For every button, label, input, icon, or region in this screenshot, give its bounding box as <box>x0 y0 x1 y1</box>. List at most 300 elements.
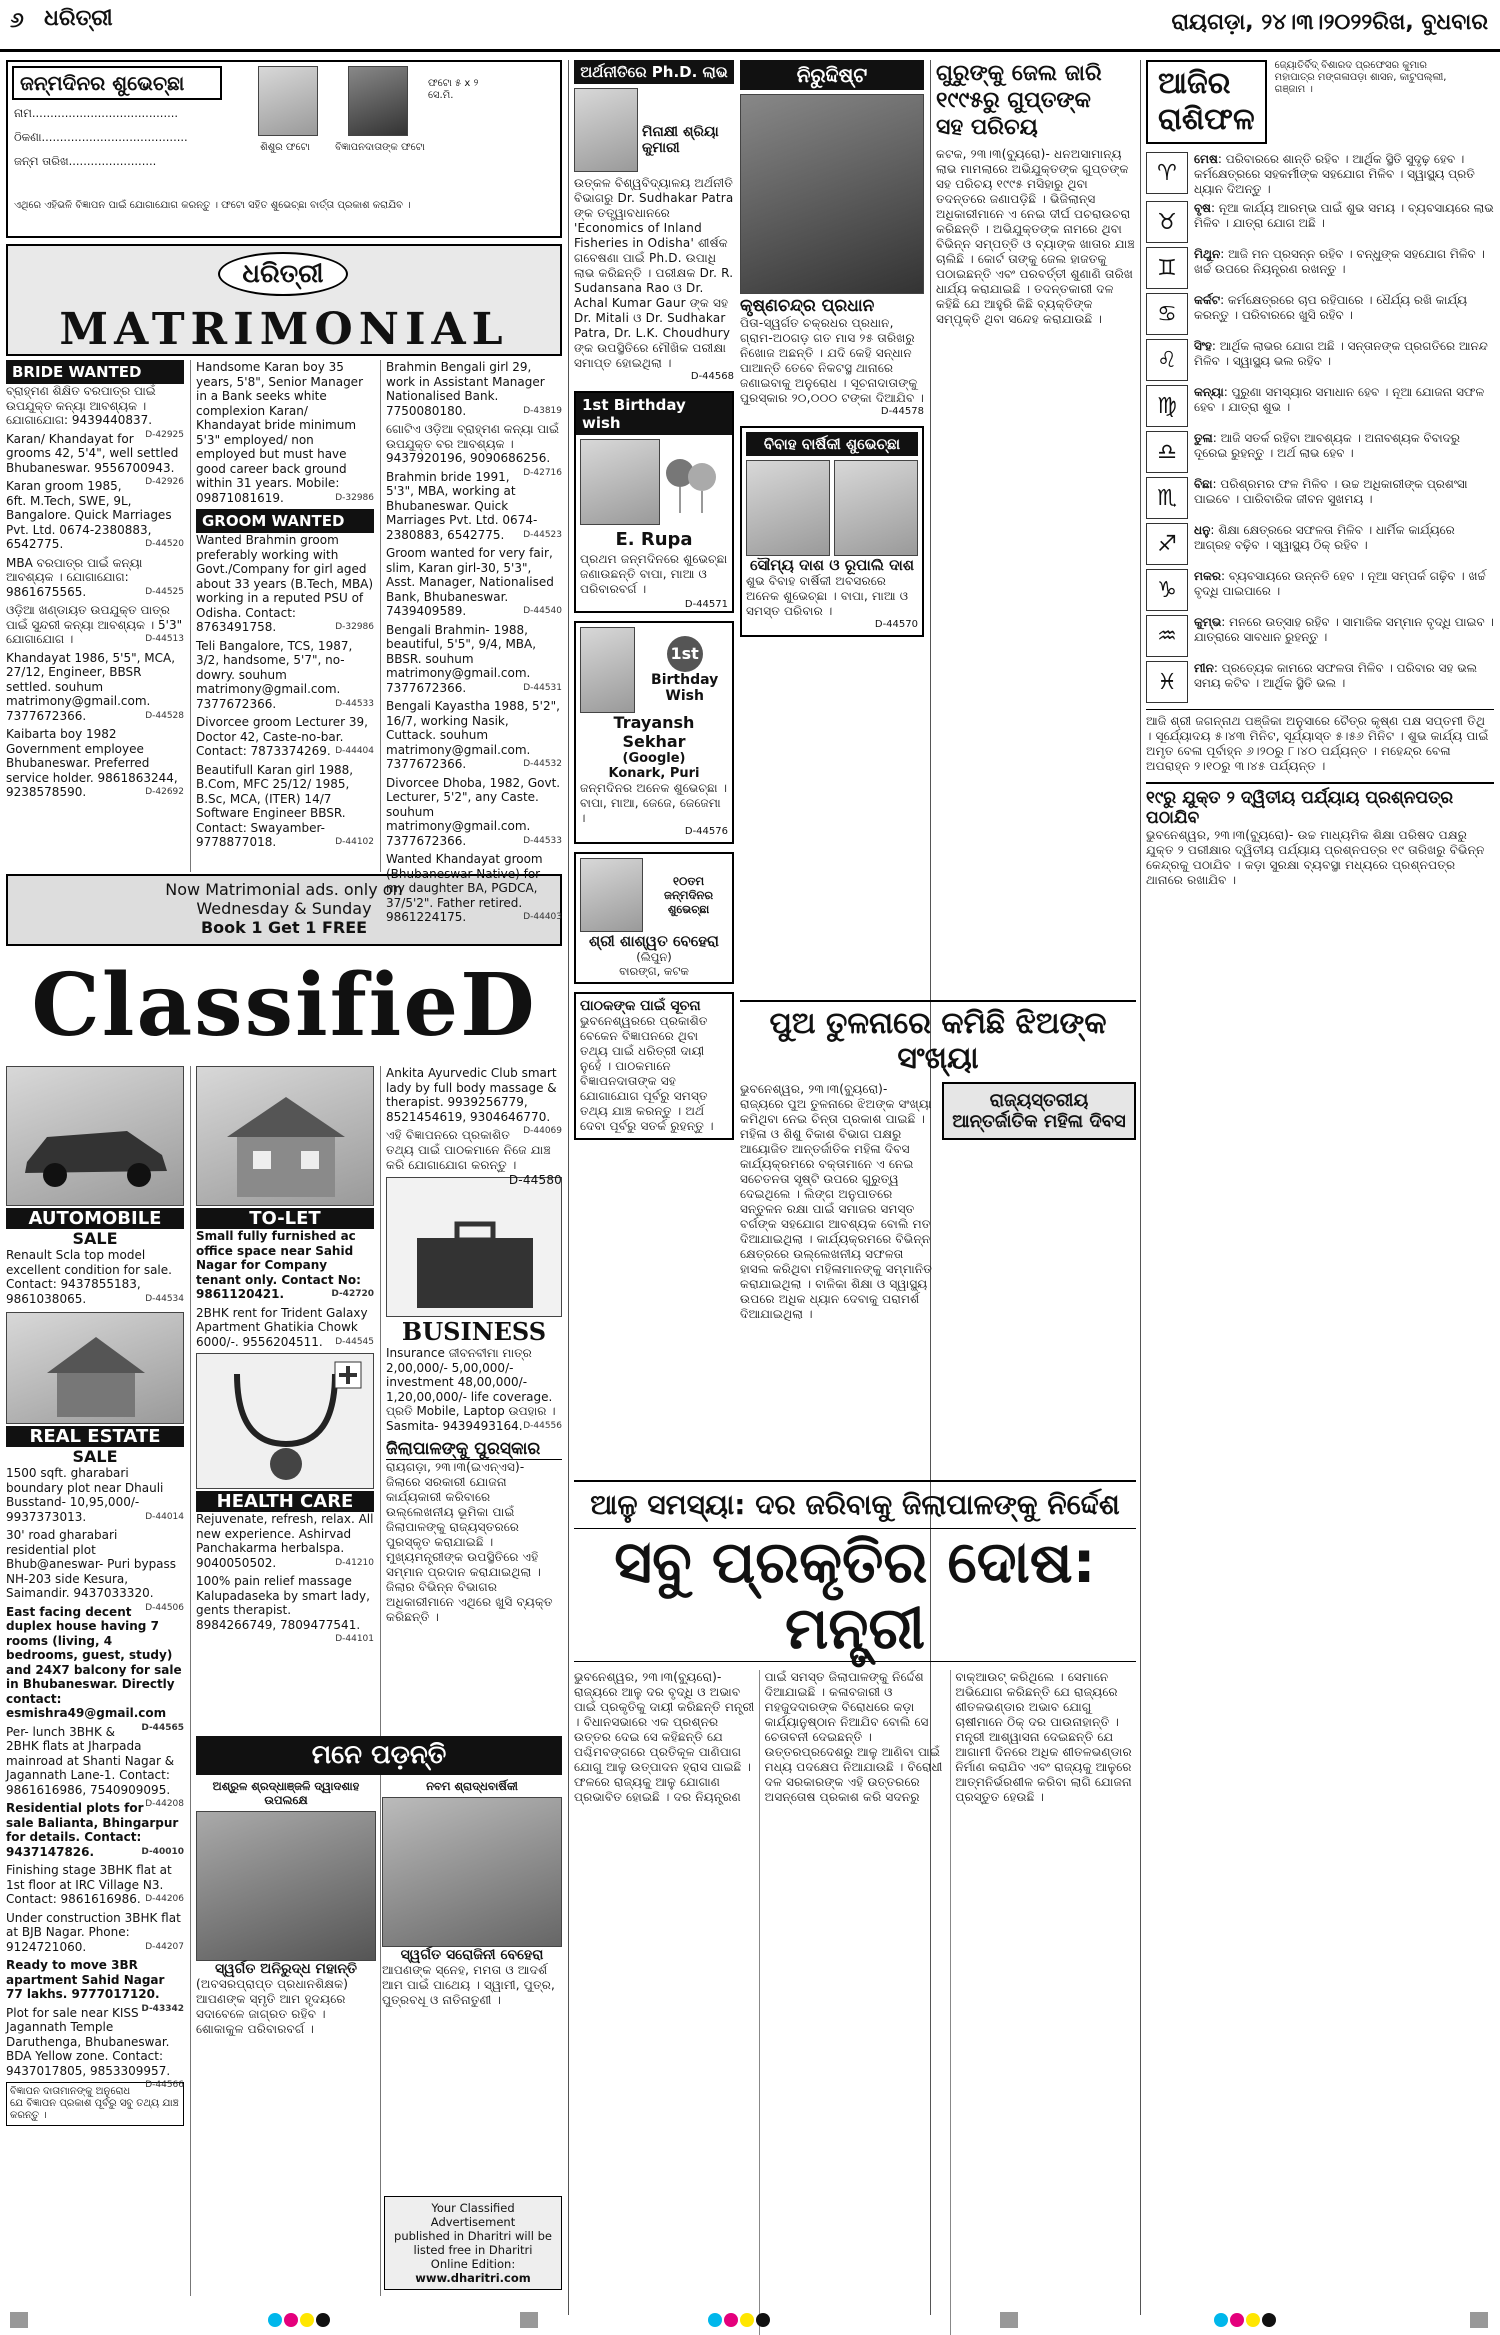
classified-ad <box>196 763 374 850</box>
healthcare-image <box>196 1353 374 1489</box>
classified-ad <box>6 1958 184 2014</box>
ad-code: D-44506 <box>145 1602 184 1613</box>
rashi-text: ଆଜି ମନ ପ୍ରସନ୍ନ ରହିବ । ବନ୍ଧୁଙ୍କ ସହଯୋଗ ମିଳିବ । ଖର୍ଚ୍ଚ ଉପରେ ନିୟନ୍ତ୍ରଣ ରଖନ୍ତୁ । <box>1194 247 1485 276</box>
rashi-text: ନୂଆ କାର୍ଯ୍ୟ ଆରମ୍ଭ ପାଇଁ ଶୁଭ ସମୟ । ବ୍ୟବସାୟରେ ଲାଭ ମିଳିବ । ଯାତ୍ରା ଯୋଗ ଅଛି । <box>1194 201 1494 230</box>
realestate-image <box>6 1312 184 1424</box>
color-dots <box>268 2312 332 2331</box>
automobile-sale-label: SALE <box>72 1229 118 1248</box>
registration-mark <box>1470 2312 1488 2328</box>
rashi-entry: ♑ ମକର: ବ୍ୟବସାୟରେ ଉନ୍ନତି ହେବ । ନୂଆ ସମ୍ପର୍କ ଗଢ଼ିବ । ଖର୍ଚ୍ଚ ବୃଦ୍ଧି ପାଇପାରେ । <box>1146 569 1494 611</box>
birthday-wish-2 <box>574 621 734 844</box>
ad-text: Small fully furnished ac office space near Sahid Nagar for Company tenant only. Contact No: 9861120421. <box>196 1229 361 1301</box>
ad-code: D-42692 <box>145 787 184 797</box>
ad-text: Divorcee Dhoba, 1982, Govt. Lecturer, 5'2", any Caste. souhum matrimony@gmail.com. 7377672366. <box>386 775 561 848</box>
missing-name: କୃଷ୍ଣଚନ୍ଦ୍ର ପ୍ରଧାନ <box>740 296 875 316</box>
ad-code: D-44208 <box>145 1799 184 1809</box>
zodiac-icon: ♈ <box>1146 152 1188 194</box>
vigilance-headline-3: ସହ ପରିଚୟ <box>936 115 1038 140</box>
matrimonial-col-2 <box>196 360 374 854</box>
memorial-right-name: ସ୍ୱର୍ଗତ ସରୋଜିନୀ ବେହେରା <box>400 1947 544 1963</box>
rashi-name: କର୍କଟ <box>1194 293 1221 307</box>
memorial-left <box>196 1779 376 2037</box>
rashi-text: ପୁରୁଣା ସମସ୍ୟାର ସମାଧାନ ହେବ । ନୂଆ ଯୋଜନା ସଫଳ ହେବ । ଯାତ୍ରା ଶୁଭ । <box>1194 385 1485 414</box>
birthday-title: ଜନ୍ମଦିନର ଶୁଭେଚ୍ଛା <box>12 66 222 100</box>
rashi-entry: ♈ ମେଷ: ପରିବାରରେ ଶାନ୍ତି ରହିବ । ଆର୍ଥିକ ସ୍ଥିତି ସୁଦୃଢ଼ ହେବ । କର୍ମକ୍ଷେତ୍ରରେ ସହକର୍ମୀଙ୍କ ସହଯୋଗ ମିଳିବ । ସ୍ୱାସ୍ଥ୍ୟ ପ୍ରତି ଧ୍ୟାନ ଦିଅନ୍ତୁ । <box>1146 152 1494 197</box>
rashi-text: ଆଜି ସତର୍କ ରହିବା ଆବଶ୍ୟକ । ଅନାବଶ୍ୟକ ବିବାଦରୁ ଦୂରେଇ ରୁହନ୍ତୁ । ଅର୍ଥ ଲାଭ ହେବ । <box>1194 431 1461 460</box>
astrologer-credit: ଜ୍ୟୋତିର୍ବିଦ୍ ବିଶାରଦ ପ୍ରଫେସର କୁମାର ମହାପାତ୍ର ମଙ୍ଗଳାପଡ଼ା ଶାସନ, କାଟୁପଲ୍ଲୀ, ଗଞ୍ଜାମ । <box>1274 60 1447 95</box>
registration-mark <box>1000 2312 1018 2328</box>
birthday-wish-2-place: Konark, Puri <box>608 766 700 781</box>
classified-ad <box>196 533 374 635</box>
lead-kicker: ଆଳୁ ସମସ୍ୟା: ଦର ଜରିବାକୁ ଜିଲାପାଳଙ୍କୁ ନିର୍ଦ୍ଦେଶ <box>574 1480 1136 1522</box>
rashi-name: ବିଛା <box>1194 477 1213 491</box>
women-story <box>740 1000 1136 1322</box>
rashi-text: ଶିକ୍ଷା କ୍ଷେତ୍ରରେ ସଫଳତା ମିଳିବ । ଧାର୍ମିକ କାର୍ଯ୍ୟରେ ଆଗ୍ରହ ବଢ଼ିବ । ସ୍ୱାସ୍ଥ୍ୟ ଠିକ୍ ରହିବ । <box>1194 523 1455 552</box>
center-column <box>740 60 924 637</box>
ad-code: D-44565 <box>141 1722 184 1733</box>
classified-ad <box>196 360 374 505</box>
first-badge: 1st <box>667 636 703 672</box>
page-header <box>0 0 1500 52</box>
district-news-body: ରାୟଗଡ଼ା, ୨୩।୩(ଇଏନ୍ଏସ)- ଜିଲାରେ ସରକାରୀ ଯୋଜନା କାର୍ଯ୍ୟକାରୀ କରିବାରେ ଉଲ୍ଲେଖନୀୟ ଭୂମିକା ପାଇଁ ଜିଲାପାଳଙ୍କୁ ରାଜ୍ୟସ୍ତରରେ ପୁରସ୍କୃତ କରାଯାଇଛି । ମୁଖ୍ୟମନ୍ତ୍ରୀଙ୍କ ଉପସ୍ଥିତିରେ ଏହି ସମ୍ମାନ ପ୍ରଦାନ କରାଯାଇଥିଲା । ଜିଲାର ବିଭିନ୍ନ ବିଭାଗର ଅଧିକାରୀମାନେ ଏଥିରେ ଖୁସି ବ୍ୟକ୍ତ କରିଛନ୍ତି । <box>386 1460 553 1624</box>
classified-ad <box>6 1724 184 1809</box>
ad-code: D-44014 <box>145 1511 184 1522</box>
zodiac-icon: ♏ <box>1146 477 1188 519</box>
memorial-left-text: (ଅବସରପ୍ରାପ୍ତ ପ୍ରଧାନଶିକ୍ଷକ) ଆପଣଙ୍କ ସ୍ମୃତି ଆମ ହୃଦୟରେ ସଦାବେଳେ ଜାଗ୍ରତ ରହିବ । ଶୋକାକୁଳ ପରିବାରବର୍ଗ । <box>196 1977 349 2036</box>
birthday-boy-sub: (ଲିପୁନ) <box>636 950 672 964</box>
vigilance-headline-2: ୧୯୯୫ରୁ ଗୁପ୍ତଙ୍କ <box>936 88 1091 113</box>
ad-code: D-41210 <box>335 1557 374 1568</box>
divider <box>190 360 191 872</box>
offer-line-2: Wednesday & Sunday <box>196 899 372 918</box>
matrimonial-col-3 <box>386 360 562 929</box>
classified-ad <box>196 1306 374 1350</box>
ad-code: D-44206 <box>145 1894 184 1904</box>
ad-code: D-44520 <box>145 539 184 549</box>
anniversary-heading: ବିବାହ ବାର୍ଷିକୀ ଶୁଭେଚ୍ଛା <box>746 432 918 456</box>
briefcase-icon <box>387 1188 563 1328</box>
ad-code: D-44404 <box>335 746 374 756</box>
missing-body: ପିତା-ସ୍ୱର୍ଗତ ଚକ୍ରଧର ପ୍ରଧାନ, ଗ୍ରାମ-ଅଠଗଡ଼ ଗତ ମାସ ୨୫ ତାରିଖରୁ ନିଖୋଜ ଅଛନ୍ତି । ଯଦି କେହି ସନ୍ଧାନ ପାଆନ୍ତି ତେବେ ନିକଟସ୍ଥ ଥାନାରେ ଜଣାଇବାକୁ ଅନୁରୋଧ । ସୂଚନାଦାତାଙ୍କୁ ପୁରସ୍କାର ୨୦,୦୦୦ ଟଙ୍କା ଦିଆଯିବ । <box>740 316 925 405</box>
classified-ad <box>6 1911 184 1955</box>
ad-text: ଓଡ଼ିଆ ଖଣ୍ଡାୟତ ଉପଯୁକ୍ତ ପାତ୍ର ପାଇଁ ସୁନ୍ଦରୀ କନ୍ୟା ଆବଶ୍ୟକ । 5'3" ଯୋଗାଯୋଗ । <box>6 603 183 646</box>
rashi-entry: ♌ ସିଂହ: ଆର୍ଥିକ ଲାଭର ଯୋଗ ଅଛି । ସନ୍ତାନଙ୍କ ପ୍ରଗତିରେ ଆନନ୍ଦ ମିଳିବ । ସ୍ୱାସ୍ଥ୍ୟ ଭଲ ରହିବ । <box>1146 339 1494 381</box>
rashi-entry: ♋ କର୍କଟ: କର୍ମକ୍ଷେତ୍ରରେ ଚାପ ରହିପାରେ । ଧୈର୍ଯ୍ୟ ରଖି କାର୍ଯ୍ୟ କରନ୍ତୁ । ପରିବାରରେ ଖୁସି ରହିବ । <box>1146 293 1494 335</box>
ad-code: D-42716 <box>523 467 562 478</box>
rashi-name: ମକର <box>1194 569 1221 583</box>
birthday-wish-2-heading: Birthday Wish <box>651 672 719 704</box>
ad-text: Rejuvenate, refresh, relax. All new experience. Ashirvad Panchakarma herbalspa. 9040050502. <box>196 1512 374 1570</box>
column-rule <box>568 60 569 2315</box>
birthday-wish-2-name: Trayansh Sekhar <box>613 713 695 751</box>
horoscope-title-2: ରାଶିଫଳ <box>1158 102 1255 137</box>
masthead: ଧରିତ୍ରୀ <box>44 6 113 31</box>
realestate-sale-label: SALE <box>72 1447 118 1466</box>
horoscope-title <box>1146 60 1267 144</box>
ad-code: D-42925 <box>145 429 184 440</box>
husband-photo <box>746 460 830 556</box>
classified-ad <box>386 852 562 925</box>
classified-ad <box>196 639 374 712</box>
form-field-dob: ଜନ୍ମ ତାରିଖ........................ <box>14 154 157 168</box>
birthday-wish-2-body: ଜନ୍ମଦିନର ଅନେକ ଶୁଭେଚ୍ଛା । ବାପା, ମାଆ, ଜେଜେ, ଜେଜେମା । <box>580 781 728 825</box>
ad-code: D-44528 <box>145 710 184 721</box>
zodiac-icon: ♋ <box>1146 293 1188 335</box>
rashi-name: ବୃଷ <box>1194 201 1212 215</box>
offer-line-3: Book 1 Get 1 FREE <box>200 918 368 937</box>
classified-ad <box>196 1512 374 1570</box>
missing-photo <box>740 94 924 294</box>
classified-ad <box>6 1604 184 1733</box>
ad-text: Brahmin Bengali girl 29, work in Assistant Manager Nationalised Bank. 7750080180. <box>386 360 545 418</box>
district-news-heading: ଜିଲାପାଳଙ୍କୁ ପୁରସ୍କାର <box>386 1439 562 1460</box>
rashi-name: ତୁଳା <box>1194 431 1213 445</box>
ad-code: D-42926 <box>145 477 184 487</box>
birthday-boy-place: ବାରଙ୍ଗ, କଟକ <box>619 964 689 978</box>
exam-body: ଭୁବନେଶ୍ୱର, ୨୩।୩(ବ୍ୟୁରୋ)- ଉଚ୍ଚ ମାଧ୍ୟମିକ ଶିକ୍ଷା ପରିଷଦ ପକ୍ଷରୁ ଯୁକ୍ତ ୨ ପରୀକ୍ଷାର ଦ୍ୱିତୀୟ ପର୍ଯ୍ୟାୟ ପ୍ରଶ୍ନପତ୍ର ୧୯ ତାରିଖରୁ ବିଭିନ୍ନ କେନ୍ଦ୍ରକୁ ପଠାଯିବ । କଡ଼ା ସୁରକ୍ଷା ବ୍ୟବସ୍ଥା ମଧ୍ୟରେ ପ୍ରଶ୍ନପତ୍ର ଥାନାରେ ରଖାଯିବ । <box>1146 828 1485 887</box>
zodiac-icon: ♌ <box>1146 339 1188 381</box>
child-photo-caption: ଶିଶୁର ଫଟୋ <box>260 142 310 153</box>
realestate-list <box>6 1466 184 2090</box>
ad-text: MBA ବରପାତ୍ର ପାଇଁ କନ୍ୟା ଆବଶ୍ୟକ । ଯୋଗାଯୋଗ: 9861675565. <box>6 555 143 599</box>
ad-code: D-44101 <box>335 1634 374 1644</box>
rashi-text: ମନରେ ଉତ୍ସାହ ରହିବ । ସାମାଜିକ ସମ୍ମାନ ବୃଦ୍ଧି ପାଇବ । ଯାତ୍ରାରେ ସାବଧାନ ରୁହନ୍ତୁ । <box>1194 615 1494 644</box>
horoscope-column <box>1146 60 1494 888</box>
column-rule <box>1140 60 1141 2315</box>
ad-text: 100% pain relief massage Kalupadaseka by smart lady, gents therapist. 8984266749, 7809477541. <box>196 1574 370 1632</box>
advertiser-photo-caption: ବିଜ୍ଞାପନଦାତାଙ୍କ ଫଟୋ <box>335 142 425 153</box>
classified-ad <box>6 1528 184 1613</box>
online-note-4: Online Edition: <box>430 2257 516 2271</box>
building-icon <box>197 1067 375 1207</box>
rashi-entry: ♉ ବୃଷ: ନୂଆ କାର୍ଯ୍ୟ ଆରମ୍ଭ ପାଇଁ ଶୁଭ ସମୟ । ବ୍ୟବସାୟରେ ଲାଭ ମିଳିବ । ଯାତ୍ରା ଯୋଗ ଅଛି । <box>1146 201 1494 243</box>
automobile-label: AUTOMOBILE <box>6 1208 184 1229</box>
zodiac-icon: ♉ <box>1146 201 1188 243</box>
ad-code: D-32986 <box>335 622 374 632</box>
memorial-right-text: ଆପଣଙ୍କ ସ୍ନେହ, ମମତା ଓ ଆଦର୍ଶ ଆମ ପାଇଁ ପାଥେୟ । ସ୍ୱାମୀ, ପୁତ୍ର, ପୁତ୍ରବଧୂ ଓ ନାତିନାତୁଣୀ । <box>382 1963 556 2007</box>
healthcare-label: HEALTH CARE <box>196 1491 374 1512</box>
tolet-label: TO-LET <box>196 1208 374 1229</box>
classified-ad <box>196 1574 374 1644</box>
ad-text: ବ୍ରାହ୍ମଣ ଶିକ୍ଷିତ ବରପାତ୍ର ପାଇଁ ଉପଯୁକ୍ତ କନ୍ୟା ଆବଶ୍ୟକ । ଯୋଗାଯୋଗ: 9439440837. <box>6 384 156 427</box>
classified-ad <box>196 715 374 759</box>
rashi-entry: ♍ କନ୍ୟା: ପୁରୁଣା ସମସ୍ୟାର ସମାଧାନ ହେବ । ନୂଆ ଯୋଜନା ସଫଳ ହେବ । ଯାତ୍ରା ଶୁଭ । <box>1146 385 1494 427</box>
tolet-image <box>196 1066 374 1206</box>
ad-text: 1500 sqft. gharabari boundary plot near Dhauli Busstand- 10,95,000/- 9937373013. <box>6 1466 164 1524</box>
phd-name: ମିନାକ୍ଷୀ ଶ୍ରିୟା କୁମାରୀ <box>642 124 719 156</box>
rashi-name: ଧନୁ <box>1194 523 1211 537</box>
classified-banner: ClassifieD <box>31 955 537 1056</box>
child-photo <box>258 66 318 136</box>
reader-column <box>574 992 734 1140</box>
healthcare-list <box>196 1512 374 1644</box>
ad-text: Karan groom 1985, 6ft. M.Tech, SWE, 9L, Bangalore. Quick Marriages Pvt. Ltd. 0674-2380883, 6542775. <box>6 479 172 551</box>
wife-photo <box>834 460 918 556</box>
ad-text: Ready to move 3BR apartment Sahid Nagar 77 lakhs. 9777017120. <box>6 1958 165 2001</box>
anniversary-code: D-44570 <box>874 619 918 630</box>
rashi-entry: ♓ ମୀନ: ପ୍ରତ୍ୟେକ କାମରେ ସଫଳତା ମିଳିବ । ପରିବାର ସହ ଭଲ ସମୟ କଟିବ । ଆର୍ଥିକ ସ୍ଥିତି ଭଲ । <box>1146 661 1494 703</box>
zodiac-icon: ♍ <box>1146 385 1188 427</box>
birthday-wish-1 <box>574 391 734 613</box>
automobile-image <box>6 1066 184 1206</box>
memorial-right-photo <box>382 1797 562 1947</box>
ad-text: ଗୋଟିଏ ଓଡ଼ିଆ ବ୍ରାହ୍ମଣ କନ୍ୟା ପାଇଁ ଉପଯୁକ୍ତ ବର ଆବଶ୍ୟକ । 9437920196, 9090686256. <box>386 422 559 465</box>
online-note-2: published in Dharitri will be <box>394 2229 552 2243</box>
rashi-entry: ♎ ତୁଳା: ଆଜି ସତର୍କ ରହିବା ଆବଶ୍ୟକ । ଅନାବଶ୍ୟକ ବିବାଦରୁ ଦୂରେଇ ରୁହନ୍ତୁ । ଅର୍ଥ ଲାଭ ହେବ । <box>1146 431 1494 473</box>
realestate-label: REAL ESTATE <box>6 1426 184 1447</box>
ad-text: 30' road gharabari residential plot Bhub@aneswar- Puri bypass NH-203 side Kesura, Saimandir. 9437033320. <box>6 1528 177 1600</box>
birthday-note: ଏଥିରେ ଏହିଭଳି ବିଜ୍ଞାପନ ପାଇଁ ଯୋଗାଯୋଗ କରନ୍ତୁ । ଫଟୋ ସହିତ ଶୁଭେଚ୍ଛା ବାର୍ତ୍ତା ପ୍ରକାଶ କରାଯିବ । <box>14 200 411 211</box>
rashi-name: କନ୍ୟା <box>1194 385 1224 399</box>
ad-text: Divorcee groom Lecturer 39, Doctor 42, Caste-no-bar. Contact: 7873374269. <box>196 715 368 758</box>
groom-wanted-heading: GROOM WANTED <box>196 509 374 533</box>
notices-column <box>574 60 734 1140</box>
rashi-entry: ♐ ଧନୁ: ଶିକ୍ଷା କ୍ଷେତ୍ରରେ ସଫଳତା ମିଳିବ । ଧାର୍ମିକ କାର୍ଯ୍ୟରେ ଆଗ୍ରହ ବଢ଼ିବ । ସ୍ୱାସ୍ଥ୍ୟ ଠିକ୍ ରହିବ । <box>1146 523 1494 565</box>
ad-code: D-44207 <box>145 1941 184 1952</box>
women-headline: ପୁଅ ତୁଳନାରେ କମିଛି ଝିଅଙ୍କ ସଂଖ୍ୟା <box>740 1000 1136 1076</box>
birthday-wish-2-sub: (Google) <box>622 751 686 766</box>
ad-text: Teli Bangalore, TCS, 1987, 3/2, handsome, 5'7", no-dowry. souhum matrimony@gmail.com. 7377672366. <box>196 638 353 711</box>
size-note: ଫଟୋ ୫ x ୨ ସେ.ମି. <box>428 78 479 101</box>
women-body: ଭୁବନେଶ୍ୱର, ୨୩।୩(ବ୍ୟୁରୋ)- ରାଜ୍ୟରେ ପୁଅ ତୁଳନାରେ ଝିଅଙ୍କ ସଂଖ୍ୟା କମିଥିବା ନେଇ ଚିନ୍ତା ପ୍ରକାଶ ପାଇଛି । ମହିଳା ଓ ଶିଶୁ ବିକାଶ ବିଭାଗ ପକ୍ଷରୁ ଆୟୋଜିତ ଆନ୍ତର୍ଜାତିକ ମହିଳା ଦିବସ କାର୍ଯ୍ୟକ୍ରମରେ ବକ୍ତାମାନେ ଏ ନେଇ ସଚେତନତା ସୃଷ୍ଟି ଉପରେ ଗୁରୁତ୍ୱ ଦେଇଥିଲେ । ଲିଙ୍ଗ ଅନୁପାତରେ ସନ୍ତୁଳନ ରକ୍ଷା ପାଇଁ ସମାଜର ସମସ୍ତ ବର୍ଗଙ୍କ ସହଯୋଗ ଆବଶ୍ୟକ ବୋଲି ମତ ଦିଆଯାଇଥିଲା । କାର୍ଯ୍ୟକ୍ରମରେ ବିଭିନ୍ନ କ୍ଷେତ୍ରରେ ଉଲ୍ଲେଖନୀୟ ସଫଳତା ହାସଲ କରିଥିବା ମହିଳାମାନଙ୍କୁ ସମ୍ମାନିତ କରାଯାଇଥିଲା । ବାଳିକା ଶିକ୍ଷା ଓ ସ୍ୱାସ୍ଥ୍ୟ ଉପରେ ଅଧିକ ଧ୍ୟାନ ଦେବାକୁ ପରାମର୍ଶ ଦିଆଯାଇଥିଲା । <box>740 1082 932 1321</box>
ad-text: Brahmin bride 1991, 5'3", MBA, working at Bhubaneswar. Quick Marriages Pvt. Ltd. 0674-2380883, 6542775. <box>386 469 538 542</box>
online-note-box <box>384 2196 562 2290</box>
car-icon <box>7 1067 185 1207</box>
lead-headline: ସବୁ ପ୍ରକୃତିର ଦୋଷ: ମନ୍ତ୍ରୀ <box>574 1528 1136 1662</box>
page-number: ୬ <box>10 8 24 33</box>
rashi-text: କର୍ମକ୍ଷେତ୍ରରେ ଚାପ ରହିପାରେ । ଧୈର୍ଯ୍ୟ ରଖି କାର୍ଯ୍ୟ କରନ୍ତୁ । ପରିବାରରେ ଖୁସି ରହିବ । <box>1194 293 1467 322</box>
birthday-boy <box>574 852 734 984</box>
ad-code: D-44525 <box>145 586 184 597</box>
zodiac-icon: ♎ <box>1146 431 1188 473</box>
classified-ads <box>6 1066 562 2296</box>
classified-ad <box>6 2005 184 2090</box>
balloon-icon <box>660 447 720 517</box>
ad-text: 2BHK rent for Trident Galaxy Apartment Ghatikia Chowk 6000/-. 9556204511. <box>196 1305 368 1349</box>
rashi-entry: ♊ ମିଥୁନ: ଆଜି ମନ ପ୍ରସନ୍ନ ରହିବ । ବନ୍ଧୁଙ୍କ ସହଯୋଗ ମିଳିବ । ଖର୍ଚ୍ଚ ଉପରେ ନିୟନ୍ତ୍ରଣ ରଖନ୍ତୁ । <box>1146 247 1494 289</box>
classified-col-1 <box>6 1066 184 2126</box>
ad-code: D-44566 <box>145 2080 184 2090</box>
classified-ad <box>386 546 562 619</box>
classified-ad <box>386 699 562 772</box>
anniversary-body: ଶୁଭ ବିବାହ ବାର୍ଷିକୀ ଅବସରରେ ଅନେକ ଶୁଭେଚ୍ଛା । ବାପା, ମାଆ ଓ ସମସ୍ତ ପରିବାର । <box>746 574 909 618</box>
panchang: ଆଜି ଶ୍ରୀ ଜଗନ୍ନାଥ ପଞ୍ଜିକା ଅନୁସାରେ ଚୈତ୍ର କୃଷ୍ଣ ପକ୍ଷ ସପ୍ତମୀ ତିଥି । ସୂର୍ଯ୍ୟୋଦୟ ୫।୪୩ ମିନିଟ, ସୂର୍ଯ୍ୟାସ୍ତ ୫।୫୬ ମିନିଟ । ଶୁଭ କାର୍ଯ୍ୟ ପାଇଁ ଅମୃତ ବେଳା ପୂର୍ବାହ୍ନ ୬।୨୦ରୁ ୮।୪୦ ପର୍ଯ୍ୟନ୍ତ । ମହେନ୍ଦ୍ର ବେଳା ଅପରାହ୍ନ ୨।୧୦ରୁ ୩।୪୫ ପର୍ଯ୍ୟନ୍ତ । <box>1146 709 1494 774</box>
vigilance-body: କଟକ, ୨୩।୩(ବ୍ୟୁରୋ)- ଧନଅସାମାନ୍ୟ ଲାଭ ମାମଲାରେ ଅଭିଯୁକ୍ତଙ୍କ ଗୁପ୍ତଙ୍କ ସହ ପରିଚୟ ୧୯୯୫ ମସିହାରୁ ଥିବା ତଦନ୍ତରେ ଜଣାପଡ଼ିଛି । ଭିଜିଲାନ୍ସ ଅଧିକାରୀମାନେ ଏ ନେଇ ଦୀର୍ଘ ପଚରାଉଚରା କରିଛନ୍ତି । ଅଭିଯୁକ୍ତଙ୍କ ନାମରେ ଥିବା ବିଭିନ୍ନ ସମ୍ପତ୍ତି ଓ ବ୍ୟାଙ୍କ ଖାତାର ଯାଞ୍ଚ ଚାଲିଛି । କୋର୍ଟ ତାଙ୍କୁ ଜେଲ ହାଜତକୁ ପଠାଇଛନ୍ତି ଏବଂ ପରବର୍ତ୍ତୀ ଶୁଣାଣି ତାରିଖ ଧାର୍ଯ୍ୟ କରାଯାଇଛି । ତଦନ୍ତକାରୀ ଦଳ କହିଛି ଯେ ଆହୁରି କିଛି ବ୍ୟକ୍ତିଙ୍କ ସମ୍ପୃକ୍ତି ଥିବା ସନ୍ଦେହ କରାଯାଉଛି । <box>936 147 1135 326</box>
ad-text: Karan/ Khandayat for grooms 42, 5'4", well settled Bhubaneswar. 9556700943. <box>6 431 179 475</box>
business-label: BUSINESS <box>401 1317 547 1346</box>
ad-text: Per- lunch 3BHK & 2BHK flats at Jharpada mainroad at Shanti Nagar & Jagannath Lane-1. Contact: 9861616986, 7540909095. <box>6 1724 175 1797</box>
business-image <box>386 1177 562 1317</box>
lead-story <box>574 1480 1136 2335</box>
ad-code: D-44533 <box>523 835 562 846</box>
classified-ad <box>386 360 562 418</box>
reader-column-body: ଭୁବନେଶ୍ୱରରେ ପ୍ରକାଶିତ ବେକେନ ବିଜ୍ଞାପନରେ ଥିବା ତଥ୍ୟ ପାଇଁ ଧରିତ୍ରୀ ଦାୟୀ ନୁହେଁ । ପାଠକମାନେ ବିଜ୍ଞାପନଦାତାଙ୍କ ସହ ଯୋଗାଯୋଗ ପୂର୍ବରୁ ସମସ୍ତ ତଥ୍ୟ ଯାଞ୍ଚ କରନ୍ତୁ । ଅର୍ଥ ଦେବା ପୂର୍ବରୁ ସତର୍କ ରୁହନ୍ତୁ । <box>580 1014 714 1133</box>
ad-code: D-42720 <box>331 1289 374 1299</box>
online-note-1: Your Classified Advertisement <box>430 2201 516 2229</box>
business-ad: Insurance ଜୀବନବୀମା ମାତ୍ର 2,00,000/- 5,00,000/- investment 48,00,000/- 1,20,00,000/- life coverage. ପ୍ରତି Mobile, Laptop ଉପହାର । Sasmita- 9439493164. D-44556 <box>386 1346 562 1433</box>
registration-mark <box>520 2312 538 2328</box>
memorial-right-caption: ନବମ ଶ୍ରାଦ୍ଧବାର୍ଷିକୀ <box>426 1779 518 1793</box>
zodiac-icon: ♊ <box>1146 247 1188 289</box>
anniversary <box>740 426 924 637</box>
rashi-name: ମୀନ <box>1194 661 1214 675</box>
vigilance-story <box>936 60 1136 327</box>
ad-code: D-44531 <box>523 682 562 693</box>
classified-ad <box>6 603 184 647</box>
rashi-list <box>1146 152 1494 703</box>
ad-text: Under construction 3BHK flat at BJB Nagar. Phone: 9124721060. <box>6 1910 181 1954</box>
registration-mark <box>10 2312 28 2328</box>
ad-code: D-44533 <box>335 698 374 709</box>
rashi-name: ସିଂହ <box>1194 339 1212 353</box>
rashi-name: ମିଥୁନ <box>1194 247 1221 261</box>
spa-ad: Ankita Ayurvedic Club smart lady by full body massage & therapist. 9939256779, 8521454619, 9304646770. D-44069 <box>386 1066 562 1136</box>
memorial-left-caption: ଅଶ୍ରୁଳ ଶ୍ରଦ୍ଧାଞ୍ଜଳି ଦ୍ୱାଦଶାହ ଉପଲକ୍ଷେ <box>212 1779 360 1807</box>
birthday-boy-name: ଶ୍ରୀ ଶାଶ୍ୱତ ବେହେରା <box>589 932 719 950</box>
rashi-text: ବ୍ୟବସାୟରେ ଉନ୍ନତି ହେବ । ନୂଆ ସମ୍ପର୍କ ଗଢ଼ିବ । ଖର୍ଚ୍ଚ ବୃଦ୍ଧି ପାଇପାରେ । <box>1194 569 1486 598</box>
online-note-url[interactable]: www.dharitri.com <box>415 2271 531 2285</box>
matrimonial-banner <box>6 244 562 356</box>
memorial-section <box>196 1736 562 2037</box>
divider <box>380 360 381 872</box>
ad-text: Khandayat 1986, 5'5", MCA, 27/12, Engineer, BBSR settled. souhum matrimony@gmail.com. 7377672366. <box>6 650 176 723</box>
automobile-ad: Renault Scla top model excellent condition for sale. Contact: 9437855183, 9861038065. D-44534 <box>6 1248 184 1306</box>
bride-wanted-heading: BRIDE WANTED <box>6 360 184 384</box>
form-field-name: ନାମ........................................ <box>14 106 179 120</box>
ad-text: Finishing stage 3BHK flat at 1st floor at IRC Village N3. Contact: 9861616986. <box>6 1863 172 1906</box>
divider <box>380 1066 381 2296</box>
vigilance-headline <box>936 60 1136 141</box>
ad-code: D-44540 <box>523 606 562 616</box>
horoscope-title-1: ଆଜିର <box>1158 66 1231 101</box>
birthday-wish-heading: 1st Birthday wish <box>576 393 732 435</box>
advertiser-photo <box>348 66 408 136</box>
phd-body: ଉତ୍କଳ ବିଶ୍ୱବିଦ୍ୟାଳୟ ଅର୍ଥନୀତି ବିଭାଗରୁ Dr. Sudhakar Patra ଙ୍କ ତତ୍ତ୍ୱାବଧାନରେ 'Economics of Inland Fisheries in Odisha' ଶୀର୍ଷକ ଗବେଷଣା ପାଇଁ Ph.D. ଉପାଧି ଲାଭ କରିଛନ୍ତି । ପରୀକ୍ଷକ Dr. R. Sudansana Rao ଓ Dr. Achal Kumar Gaur ଙ୍କ ସହ Dr. Mitali ଓ Dr. Sudhakar Patra, Dr. L.K. Choudhury ଙ୍କ ଉପସ୍ଥିତିରେ ମୌଖିକ ପରୀକ୍ଷା ସମାପ୍ତ ହୋଇଥିଲା । <box>574 176 734 370</box>
birthday-wish-2-code: D-44576 <box>684 826 728 837</box>
ad-code: D-44102 <box>335 837 374 847</box>
birthday-boy-heading: ୧୦ତମ ଜନ୍ମଦିନର ଶୁଭେଚ୍ଛା <box>664 874 714 916</box>
ad-text: Bengali Brahmin- 1988, beautiful, 5'5", 9/4, MBA, BBSR. souhum matrimony@gmail.com. 7377672366. <box>386 622 537 695</box>
lead-body: ଭୁବନେଶ୍ୱର, ୨୩।୩(ବ୍ୟୁରୋ)- ରାଜ୍ୟରେ ଆଳୁ ଦର ବୃଦ୍ଧି ଓ ଅଭାବ ପାଇଁ ପ୍ରକୃତିକୁ ଦାୟୀ କରିଛନ୍ତି ମନ୍ତ୍ରୀ । ବିଧାନସଭାରେ ଏକ ପ୍ରଶ୍ନର ଉତ୍ତର ଦେଇ ସେ କହିଛନ୍ତି ଯେ ପଶ୍ଚିମବଙ୍ଗରେ ପ୍ରତିକୂଳ ପାଣିପାଗ ଯୋଗୁ ଆଳୁ ଉତ୍ପାଦନ ହ୍ରାସ ପାଇଛି । ଫଳରେ ରାଜ୍ୟକୁ ଆଳୁ ଯୋଗାଣ ପ୍ରଭାବିତ ହୋଇଛି । ଦର ନିୟନ୍ତ୍ରଣ ପାଇଁ ସମସ୍ତ ଜିଲାପାଳଙ୍କୁ ନିର୍ଦ୍ଦେଶ ଦିଆଯାଇଛି । କଳାବଜାରୀ ଓ ମହଜୁଦଦାରଙ୍କ ବିରୋଧରେ କଡ଼ା କାର୍ଯ୍ୟାନୁଷ୍ଠାନ ନିଆଯିବ ବୋଲି ସେ ଚେତାବନୀ ଦେଇଛନ୍ତି । ଉତ୍ତରପ୍ରଦେଶରୁ ଆଳୁ ଆଣିବା ପାଇଁ ମଧ୍ୟ ପଦକ୍ଷେପ ନିଆଯାଉଛି । ବିରୋଧୀ ଦଳ ସରକାରଙ୍କ ଏହି ଉତ୍ତରରେ ଅସନ୍ତୋଷ ପ୍ରକାଶ କରି ସଦନରୁ ବାକ୍ଆଉଟ୍ କରିଥିଲେ । ସେମାନେ ଅଭିଯୋଗ କରିଛନ୍ତି ଯେ ରାଜ୍ୟରେ ଶୀତଳଭଣ୍ଡାର ଅଭାବ ଯୋଗୁ ଚାଷୀମାନେ ଠିକ୍ ଦର ପାଉନାହାନ୍ତି । ମନ୍ତ୍ରୀ ଆଶ୍ୱାସନା ଦେଇଛନ୍ତି ଯେ ଆଗାମୀ ଦିନରେ ଅଧିକ ଶୀତଳଭଣ୍ଡାର ନିର୍ମାଣ କରାଯିବ ଏବଂ ରାଜ୍ୟକୁ ଆଳୁରେ ଆତ୍ମନିର୍ଭରଶୀଳ କରିବା ଲାଗି ଯୋଜନା ପ୍ରସ୍ତୁତ ହେଉଛି । <box>574 1670 1132 1804</box>
classified-ad <box>6 479 184 552</box>
ad-text: Bengali Kayastha 1988, 5'2", 16/7, working Nasik, Cuttack. souhum matrimony@gmail.com. 7377672366. <box>386 699 560 771</box>
birthday-wish-body: ପ୍ରଥମ ଜନ୍ମଦିନରେ ଶୁଭେଚ୍ଛା ଜଣାଉଛନ୍ତି ବାପା, ମାଆ ଓ ପରିବାରବର୍ଗ । <box>580 552 728 596</box>
rashi-text: ଆର୍ଥିକ ଲାଭର ଯୋଗ ଅଛି । ସନ୍ତାନଙ୍କ ପ୍ରଗତିରେ ଆନନ୍ଦ ମିଳିବ । ସ୍ୱାସ୍ଥ୍ୟ ଭଲ ରହିବ । <box>1194 339 1488 368</box>
exam-headline: ୧୯ରୁ ଯୁକ୍ତ ୨ ଦ୍ୱିତୀୟ ପର୍ଯ୍ୟାୟ ପ୍ରଶ୍ନପତ୍ର ପଠାଯିବ <box>1146 782 1494 828</box>
rashi-text: ପରିଶ୍ରମର ଫଳ ମିଳିବ । ଉଚ୍ଚ ଅଧିକାରୀଙ୍କ ପ୍ରଶଂସା ପାଇବେ । ପାରିବାରିକ ଜୀବନ ସୁଖମୟ । <box>1194 477 1468 506</box>
ad-text: Handsome Karan boy 35 years, 5'8", Senior Manager in a Bank seeks white complexion Karan/ Khandayat bride minimum 5'3" employed/ non employed but must have good career back ground within 31 years. Mobile: 09871081619. <box>196 360 363 505</box>
ad-text: Plot for sale near KISS Jagannath Temple Daruthenga, Bhubaneswar. BDA Yellow zone. Contact: 9437017805, 9853309957. <box>6 2005 171 2078</box>
classified-ad <box>386 470 562 543</box>
color-dots <box>708 2312 772 2331</box>
ad-text: Wanted Khandayat groom (Bhubaneswar Native) for my daughter BA, PGDCA, 37/5'2". Father retired. 9861224175. <box>386 852 543 924</box>
ad-text: Wanted Brahmin groom preferably working with Govt./Company for girl aged about 33 years (B.Tech, MBA) working in a reputed PSU of Odisha. Contact: 8763491758. <box>196 533 374 634</box>
ad-code: D-32986 <box>335 492 374 503</box>
reader-column-heading: ପାଠକଙ୍କ ପାଇଁ ସୂଚନା <box>580 998 701 1014</box>
ad-text: Kaibarta boy 1982 Government employee Bhubaneswar. Preferred service holder. 9861863244, 9238578590. <box>6 727 178 799</box>
classified-ad <box>6 651 184 724</box>
classified-ad <box>6 556 184 600</box>
classified-ad <box>386 422 562 478</box>
ad-code: D-43819 <box>523 405 562 416</box>
ad-code: D-44545 <box>335 1336 374 1347</box>
classified-ad <box>6 384 184 440</box>
phd-heading: ଅର୍ଥନୀତିରେ Ph.D. ଲାଭ <box>574 60 734 84</box>
rashi-text: ପ୍ରତ୍ୟେକ କାମରେ ସଫଳତା ମିଳିବ । ପରିବାର ସହ ଭଲ ସମୟ କଟିବ । ଆର୍ଥିକ ସ୍ଥିତି ଭଲ । <box>1194 661 1478 690</box>
online-note-3: listed free in Dharitri <box>413 2243 533 2257</box>
ad-code: D-44403 <box>523 912 562 922</box>
memorial-left-photo <box>196 1811 376 1961</box>
saswat-photo <box>580 858 643 932</box>
missing-heading: ନିରୁଦ୍ଦିଷ୍ଟ <box>740 60 924 90</box>
classified-col-2 <box>196 1066 374 1647</box>
zodiac-icon: ♓ <box>1146 661 1188 703</box>
vigilance-headline-1: ଗୁରୁଙ୍କୁ ଜେଲ ଜାରି <box>936 61 1102 86</box>
ad-text: East facing decent duplex house having 7 rooms (living, 4 bedrooms, guest, study) and 24X7 balcony for sale in Bhubaneswar. Directly contact: esmishra49@gmail.com <box>6 1604 182 1720</box>
zodiac-icon: ♒ <box>1146 615 1188 657</box>
phd-code: D-44568 <box>690 371 734 382</box>
ad-code: D-44513 <box>145 634 184 644</box>
district-news <box>386 1439 562 1625</box>
zodiac-icon: ♐ <box>1146 523 1188 565</box>
stethoscope-icon <box>197 1354 375 1490</box>
tolet-list <box>196 1229 374 1349</box>
matrimonial-logo: ଧରିତ୍ରୀ <box>218 252 348 296</box>
memorial-right <box>382 1779 562 2037</box>
ad-code: D-43342 <box>141 2003 184 2014</box>
memorial-title: ମନେ ପଡ଼ନ୍ତି <box>196 1736 562 1775</box>
classified-ad <box>196 1229 374 1302</box>
offer-line-1: Now Matrimonial ads. only on <box>165 880 403 899</box>
form-field-address: ଠିକଣା........................................ <box>14 130 188 144</box>
dateline: ରାୟଗଡ଼ା, ୨୪।୩।୨୦୨୨ରିଖ, ବୁଧବାର <box>1171 10 1488 35</box>
rashi-entry: ♒ କୁମ୍ଭ: ମନରେ ଉତ୍ସାହ ରହିବ । ସାମାଜିକ ସମ୍ମାନ ବୃଦ୍ଧି ପାଇବ । ଯାତ୍ରାରେ ସାବଧାନ ରୁହନ୍ତୁ । <box>1146 615 1494 657</box>
missing-code: D-44578 <box>880 406 924 417</box>
classified-col-3 <box>386 1066 562 1625</box>
divider <box>190 1066 191 2296</box>
ad-code: D-44532 <box>523 759 562 769</box>
ad-code: D-40010 <box>141 1846 184 1857</box>
ad-code: D-44523 <box>523 529 562 540</box>
classified-ad <box>386 623 562 696</box>
matrimonial-col-1 <box>6 360 184 804</box>
color-dots <box>1214 2312 1278 2331</box>
memorial-left-name: ସ୍ୱର୍ଗତ ଅନିରୁଦ୍ଧ ମହାନ୍ତି <box>214 1961 358 1977</box>
rashi-entry: ♏ ବିଛା: ପରିଶ୍ରମର ଫଳ ମିଳିବ । ଉଚ୍ଚ ଅଧିକାରୀଙ୍କ ପ୍ରଶଂସା ପାଇବେ । ପାରିବାରିକ ଜୀବନ ସୁଖମୟ । <box>1146 477 1494 519</box>
birthday-wish-name: E. Rupa <box>615 529 693 550</box>
women-day-box: ରାଜ୍ୟସ୍ତରୀୟ ଆନ୍ତର୍ଜାତିକ ମହିଳା ଦିବସ <box>942 1082 1136 1140</box>
ad-text: Residential plots for sale Balianta, Bhingarpur for details. Contact: 9437147826. <box>6 1801 179 1859</box>
rupa-photo <box>580 439 660 525</box>
small-notice: ବିଜ୍ଞାପନ ଦାତାମାନଙ୍କୁ ଅନୁରୋଧ ଯେ ବିଜ୍ଞାପନ ପ୍ରକାଶ ପୂର୍ବରୁ ସବୁ ତଥ୍ୟ ଯାଞ୍ଚ କରନ୍ତୁ । <box>6 2082 184 2126</box>
zodiac-icon: ♑ <box>1146 569 1188 611</box>
birthday-wish-code: D-44571 <box>684 599 728 610</box>
matrimonial-banner-text: MATRIMONIAL <box>59 304 509 355</box>
classified-ad <box>6 727 184 800</box>
anniversary-name: ସୌମ୍ୟ ଦାଶ ଓ ରୂପାଲି ଦାଶ <box>750 556 914 574</box>
spa-note: ଏହି ବିଜ୍ଞାପନରେ ପ୍ରକାଶିତ ତଥ୍ୟ ପାଇଁ ପାଠକମାନେ ନିଜେ ଯାଞ୍ଚ କରି ଯୋଗାଯୋଗ କରନ୍ତୁ । D-44580 <box>386 1128 562 1187</box>
birthday-form <box>6 60 562 238</box>
ad-text: Beautifull Karan girl 1988, B.Com, MFC 25/12/ 1985, B.Sc, MCA, (ITER) 14/7 Software Engineer BBSR. Contact: Swayamber-9778877018. <box>196 762 354 849</box>
ad-text: Groom wanted for very fair, slim, Karan girl-30, 5'3", Asst. Manager, Nationalised Bank, Bhubaneswar. 7439409589. <box>386 546 554 618</box>
rashi-text: ପରିବାରରେ ଶାନ୍ତି ରହିବ । ଆର୍ଥିକ ସ୍ଥିତି ସୁଦୃଢ଼ ହେବ । କର୍ମକ୍ଷେତ୍ରରେ ସହକର୍ମୀଙ୍କ ସହଯୋଗ ମିଳିବ । ସ୍ୱାସ୍ଥ୍ୟ ପ୍ରତି ଧ୍ୟାନ ଦିଅନ୍ତୁ । <box>1194 152 1475 196</box>
rashi-name: କୁମ୍ଭ <box>1194 615 1222 629</box>
classified-ad <box>6 1466 184 1524</box>
trayansh-photo <box>580 627 635 713</box>
house-icon <box>7 1313 185 1425</box>
rashi-name: ମେଷ <box>1194 152 1218 166</box>
classified-ad <box>386 776 562 849</box>
